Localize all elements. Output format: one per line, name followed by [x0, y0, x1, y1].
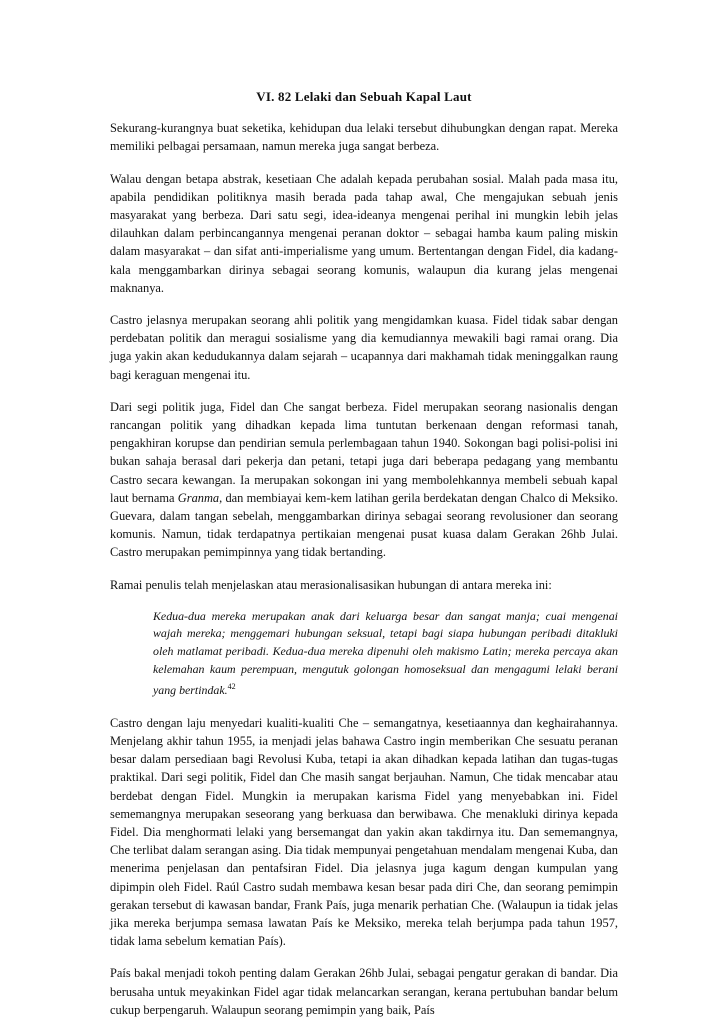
paragraph-7: País bakal menjadi tokoh penting dalam Gerakan 26hb Julai, sebagai pengatur gerakan di bandar. Dia berusaha untuk meyakinkan Fidel agar tidak melancarkan serangan, kerana pertubuhan bandar belum cukup berpengaruh. Walaupun seorang pemimpin yang baik, País	[110, 966, 618, 1017]
ship-name: Granma	[177, 490, 220, 505]
paragraph-4-text-after: , dan membiayai kem-kem latihan gerila berdekatan dengan Chalco di Meksiko. Guevara, dalam tangan sebelah, menggambarkan dirinya sebagai seorang revolusioner dan seorang komunis. Namun, tidak terdapatnya pertikaian mengenai pusat kuasa dalam Gerakan 26hb Julai. Castro merupakan pemimpinnya yang tidak bertanding.	[110, 490, 618, 560]
block-quote	[153, 608, 618, 700]
paragraph-4-text-before: Dari segi politik juga, Fidel dan Che sangat berbeza. Fidel merupakan seorang nasionalis dengan rancangan politik yang dihadkan kepada lima tuntutan berkenaan dengan reformasi tanah, pengakhiran korupse dan pendirian semula perlembagaan tahun 1940. Sokongan bagi polisi-polisi ini bukan sahaja berasal dari pekerja dan petani, tetapi juga dari beberapa pedagang yang membantu Castro secara kewangan. Ia merupakan sokongan ini yang membolehkannya membeli sebuah kapal laut bernama	[110, 399, 618, 505]
paragraph-2: Walau dengan betapa abstrak, kesetiaan Che adalah kepada perubahan sosial. Malah pada masa itu, apabila pendidikan politiknya masih berada pada tahap awal, Che mengajukan sebuah jenis masyarakat yang berbeza. Dari satu segi, idea-ideanya mengenai perihal ini mungkin lebih jelas dilauhkan dalam perbincangannya mengenai peranan doktor – sebagai hamba kaum paling miskin dalam masyarakat – dan sifat anti-imperialisme yang umum. Bertentangan dengan Fidel, dia kadang-kala menggambarkan dirinya sebagai seorang komunis, walaupun dia kurang jelas mengenai maknanya.	[110, 171, 618, 295]
paragraph-5: Ramai penulis telah menjelaskan atau merasionalisasikan hubungan di antara mereka ini:	[110, 577, 552, 592]
footnote-marker[interactable]: 42	[227, 682, 236, 692]
paragraph-4	[110, 398, 618, 562]
paragraph-1: Sekurang-kurangnya buat seketika, kehidupan dua lelaki tersebut dihubungkan dengan rapat. Mereka memiliki pelbagai persamaan, namun mereka juga sangat berbeza.	[110, 121, 618, 154]
paragraph-6: Castro dengan laju menyedari kualiti-kualiti Che – semangatnya, kesetiaannya dan keghairahannya. Menjelang akhir tahun 1955, ia menjadi jelas bahawa Castro ingin memberikan Che sesuatu peranan besar dalam persediaan bagi Revolusi Kuba, tetapi ia akan dihadkan kepada latihan dan tugas-tugas praktikal. Dari segi politik, Fidel dan Che masih sangat berjauhan. Namun, Che tidak mencabar atau berdebat dengan Fidel. Mungkin ia merupakan karisma Fidel yang menyebabkan ini. Fidel sememangnya merupakan seseorang yang berkuasa dan berwibawa. Che menakluki dirinya kepada Fidel. Dia menghormati lelaki yang bersemangat dan yakin akan takdirnya itu. Dan sememangnya, Che terlibat dalam serangan asing. Dia tidak mempunyai pengetahuan mendalam mengenai Kuba, dan menerima penjelasan dan pentafsiran Fidel. Dia jelasnya juga kagum dengan kumpulan yang dipimpin oleh Fidel. Raúl Castro sudah membawa kesan besar pada diri Che, dan seorang pemimpin gerakan tersebut di kawasan bandar, Frank País, juga menarik perhatian Che. (Walaupun ia tidak jelas jika mereka berjumpa semasa lawatan País ke Meksiko, mereka telah berjumpa pada tahun 1957, tidak lama sebelum kematian País).	[110, 715, 618, 949]
paragraph-3: Castro jelasnya merupakan seorang ahli politik yang mengidamkan kuasa. Fidel tidak sabar dengan perdebatan politik dan meragui sosialisme yang dia kemudiannya mewakili bagi ramai orang. Dia juga yakin akan kedudukannya dalam sejarah – ucapannya dari makhamah tidak meninggalkan raung bagi keraguan mengenai itu.	[110, 313, 618, 382]
chapter-title: VI. 82 Lelaki dan Sebuah Kapal Laut	[256, 89, 472, 104]
quote-text: Kedua-dua mereka merupakan anak dari keluarga besar dan sangat manja; cuai mengenai wajah mereka; menggemari hubungan seksual, tetapi bagi siapa hubungan peribadi ditakluki oleh matlamat peribadi. Kedua-dua mereka dipenuhi oleh makismo Latin; mereka percaya akan kelemahan kaum perempuan, mengutuk golongan homoseksual dan mengagumi lelaki berani yang bertindak.	[153, 608, 618, 698]
